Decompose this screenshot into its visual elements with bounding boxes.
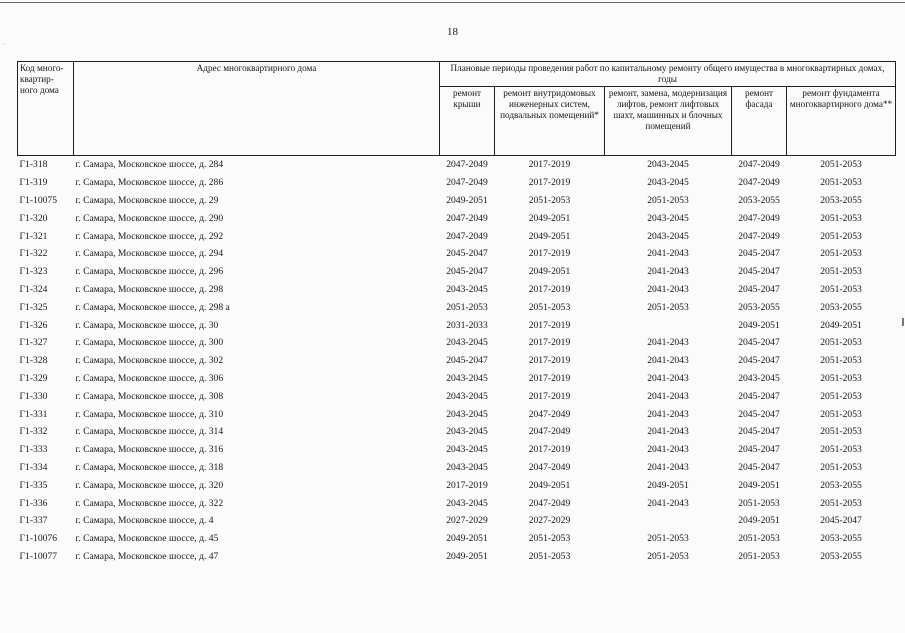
- cell-foundation: 2051-2053: [820, 248, 862, 260]
- cell-roof: 2047-2049: [446, 177, 488, 189]
- cell-facade: 2045-2047: [738, 355, 780, 367]
- cell-code: Г1-326: [19, 319, 48, 331]
- cell-foundation: 2049-2051: [820, 319, 862, 331]
- cell-lifts: [605, 316, 732, 334]
- cell-code: Г1-331: [19, 408, 48, 420]
- cell-address: г. Самара, Московское шоссе, д. 308: [75, 390, 224, 402]
- cell-facade: 2049-2051: [738, 319, 780, 331]
- table-row: [18, 370, 896, 388]
- cell-code: Г1-332: [19, 426, 48, 438]
- cell-lifts: 2043-2045: [647, 177, 689, 189]
- cell-foundation: 2051-2053: [820, 372, 862, 384]
- capital-repair-table: [17, 61, 896, 565]
- cell-roof: 2047-2049: [440, 156, 495, 174]
- cell-roof: 2043-2045: [446, 408, 488, 420]
- cell-foundation: 2045-2047: [820, 515, 862, 527]
- cell-lifts: 2043-2045: [605, 156, 732, 174]
- cell-roof: 2043-2045: [446, 283, 488, 295]
- table-body: [18, 156, 896, 566]
- table-row: [18, 441, 896, 459]
- cell-code: Г1-328: [19, 355, 48, 367]
- cell-facade: 2045-2047: [738, 461, 780, 473]
- cell-foundation: 2051-2053: [820, 212, 862, 224]
- cell-foundation: 2051-2053: [820, 390, 862, 402]
- cell-internal-systems: 2017-2019: [528, 355, 571, 367]
- cell-facade: 2047-2049: [738, 212, 780, 224]
- cell-lifts: 2041-2043: [647, 248, 689, 260]
- cell-internal-systems: 2017-2019: [495, 156, 605, 174]
- table-row: [18, 227, 896, 245]
- table-row: [18, 281, 896, 299]
- table-row: [18, 263, 896, 281]
- cell-address: г. Самара, Московское шоссе, д. 47: [75, 550, 219, 562]
- cell-code: Г1-320: [19, 212, 48, 224]
- cell-facade: 2053-2055: [738, 301, 780, 313]
- cell-foundation: 2051-2053: [820, 177, 862, 189]
- cell-lifts: 2041-2043: [647, 266, 689, 278]
- header-address: Адрес многоквартирного дома: [74, 62, 440, 156]
- cell-internal-systems: 2047-2049: [528, 408, 571, 420]
- cell-lifts: 2041-2043: [647, 283, 689, 295]
- cell-internal-systems: 2051-2053: [528, 550, 571, 562]
- cell-address: г. Самара, Московское шоссе, д. 45: [75, 533, 219, 545]
- cell-code: Г1-10077: [19, 550, 58, 562]
- cell-internal-systems: 2017-2019: [528, 319, 571, 331]
- cell-internal-systems: 2017-2019: [528, 337, 571, 349]
- cell-facade: 2047-2049: [732, 156, 787, 174]
- cell-roof: 2043-2045: [446, 390, 488, 402]
- table-row: [18, 530, 896, 548]
- cell-address: г. Самара, Московское шоссе, д. 284: [74, 156, 440, 174]
- cell-code: Г1-336: [19, 497, 48, 509]
- cell-code: Г1-325: [19, 301, 48, 313]
- cell-code: Г1-10075: [19, 194, 58, 206]
- cell-lifts: 2041-2043: [647, 444, 689, 456]
- cell-foundation: 2051-2053: [820, 337, 862, 349]
- cell-code: Г1-329: [19, 372, 48, 384]
- cell-code: Г1-333: [19, 444, 48, 456]
- cell-address: г. Самара, Московское шоссе, д. 4: [75, 515, 214, 527]
- cell-foundation: 2051-2053: [820, 355, 862, 367]
- cell-code: Г1-323: [19, 266, 48, 278]
- cell-foundation: 2051-2053: [820, 461, 862, 473]
- cell-internal-systems: 2047-2049: [528, 426, 571, 438]
- cell-address: г. Самара, Московское шоссе, д. 298: [75, 283, 224, 295]
- table-row: [18, 245, 896, 263]
- cell-foundation: 2053-2055: [820, 194, 862, 206]
- scan-artifact: ·: [3, 40, 6, 49]
- cell-lifts: 2051-2053: [647, 301, 689, 313]
- cell-internal-systems: 2049-2051: [528, 266, 571, 278]
- cell-roof: 2045-2047: [446, 355, 488, 367]
- header-code: Код много-квартир-ного дома: [18, 62, 74, 156]
- cell-facade: 2053-2055: [738, 194, 780, 206]
- cell-address: г. Самара, Московское шоссе, д. 300: [75, 337, 224, 349]
- cell-foundation: 2051-2053: [820, 426, 862, 438]
- cell-address: г. Самара, Московское шоссе, д. 286: [75, 177, 224, 189]
- cell-roof: 2043-2045: [446, 426, 488, 438]
- cell-roof: 2051-2053: [446, 301, 488, 313]
- cell-lifts: 2043-2045: [647, 230, 689, 242]
- cell-roof: 2049-2051: [446, 550, 488, 562]
- cell-lifts: 2049-2051: [647, 479, 689, 491]
- top-rule: [0, 2, 905, 3]
- cell-facade: 2047-2049: [738, 177, 780, 189]
- cell-facade: 2043-2045: [738, 372, 780, 384]
- cell-foundation: 2053-2055: [820, 301, 862, 313]
- header-lifts: ремонт, замена, модернизация лифтов, ремонт лифтовых шахт, машинных и блочных помещений: [605, 87, 732, 156]
- cell-roof: 2047-2049: [446, 212, 488, 224]
- table-row: [18, 476, 896, 494]
- cell-internal-systems: 2051-2053: [528, 194, 571, 206]
- cell-roof: 2031-2033: [446, 319, 488, 331]
- cell-address: г. Самара, Московское шоссе, д. 306: [75, 372, 224, 384]
- cell-internal-systems: 2017-2019: [528, 372, 571, 384]
- cell-internal-systems: 2017-2019: [528, 390, 571, 402]
- cell-lifts: 2041-2043: [647, 390, 689, 402]
- cell-roof: 2049-2051: [446, 194, 488, 206]
- cell-lifts: 2051-2053: [647, 550, 689, 562]
- cell-foundation: 2053-2055: [820, 533, 862, 545]
- table-row: [18, 352, 896, 370]
- table-row: [18, 174, 896, 192]
- cell-code: Г1-324: [19, 283, 48, 295]
- cell-internal-systems: 2049-2051: [528, 479, 571, 491]
- cell-address: г. Самара, Московское шоссе, д. 290: [75, 212, 224, 224]
- cell-lifts: 2041-2043: [647, 461, 689, 473]
- table-row: [18, 512, 896, 530]
- cell-foundation: 2051-2053: [820, 266, 862, 278]
- cell-address: г. Самара, Московское шоссе, д. 292: [75, 230, 224, 242]
- table-row: [18, 387, 896, 405]
- cell-facade: 2045-2047: [738, 444, 780, 456]
- header-roof: ремонт крыши: [440, 87, 495, 156]
- cell-internal-systems: 2047-2049: [528, 461, 571, 473]
- header-periods: Плановые периоды проведения работ по капитальному ремонту общего имущества в многоквартирных домах, годы: [440, 62, 896, 87]
- cell-facade: 2045-2047: [738, 426, 780, 438]
- cell-address: г. Самара, Московское шоссе, д. 316: [75, 444, 224, 456]
- scan-artifact: [902, 318, 904, 326]
- cell-internal-systems: 2017-2019: [528, 444, 571, 456]
- cell-foundation: 2053-2055: [820, 479, 862, 491]
- cell-address: г. Самара, Московское шоссе, д. 322: [75, 497, 224, 509]
- cell-facade: 2045-2047: [738, 248, 780, 260]
- cell-internal-systems: 2017-2019: [528, 177, 571, 189]
- cell-code: Г1-327: [19, 337, 48, 349]
- cell-facade: 2049-2051: [738, 479, 780, 491]
- cell-facade: 2045-2047: [738, 337, 780, 349]
- table-row: [18, 459, 896, 477]
- cell-facade: 2051-2053: [738, 550, 780, 562]
- cell-code: Г1-337: [19, 515, 48, 527]
- cell-address: г. Самара, Московское шоссе, д. 294: [75, 248, 224, 260]
- cell-facade: 2051-2053: [738, 497, 780, 509]
- cell-address: г. Самара, Московское шоссе, д. 296: [75, 266, 224, 278]
- cell-lifts: 2041-2043: [647, 408, 689, 420]
- header-facade: ремонт фасада: [732, 87, 787, 156]
- cell-lifts: 2041-2043: [647, 355, 689, 367]
- cell-foundation: 2051-2053: [820, 444, 862, 456]
- table-row: [18, 334, 896, 352]
- cell-roof: 2043-2045: [446, 444, 488, 456]
- cell-lifts: 2043-2045: [647, 212, 689, 224]
- cell-facade: 2045-2047: [738, 283, 780, 295]
- cell-roof: 2045-2047: [446, 266, 488, 278]
- cell-roof: 2049-2051: [446, 533, 488, 545]
- cell-facade: 2049-2051: [738, 515, 780, 527]
- cell-internal-systems: 2051-2053: [528, 533, 571, 545]
- cell-roof: 2047-2049: [446, 230, 488, 242]
- cell-roof: 2043-2045: [446, 337, 488, 349]
- cell-roof: 2043-2045: [446, 461, 488, 473]
- cell-facade: 2051-2053: [738, 533, 780, 545]
- header-foundation: ремонт фундамента многоквартирного дома**: [787, 87, 896, 156]
- cell-address: г. Самара, Московское шоссе, д. 318: [75, 461, 224, 473]
- header-internal-systems: ремонт внутридомовых инженерных систем, подвальных помещений*: [495, 87, 605, 156]
- cell-foundation: 2051-2053: [820, 408, 862, 420]
- cell-roof: 2043-2045: [446, 497, 488, 509]
- cell-facade: 2045-2047: [738, 408, 780, 420]
- cell-internal-systems: 2027-2029: [528, 515, 571, 527]
- cell-foundation: 2053-2055: [820, 550, 862, 562]
- cell-code: Г1-335: [19, 479, 48, 491]
- table-row: [18, 298, 896, 316]
- cell-facade: 2045-2047: [738, 390, 780, 402]
- cell-lifts: 2051-2053: [647, 194, 689, 206]
- cell-code: Г1-10076: [19, 533, 58, 545]
- cell-internal-systems: 2049-2051: [528, 212, 571, 224]
- cell-address: г. Самара, Московское шоссе, д. 30: [75, 319, 219, 331]
- cell-internal-systems: 2047-2049: [528, 497, 571, 509]
- cell-code: Г1-330: [19, 390, 48, 402]
- cell-lifts: 2051-2053: [647, 533, 689, 545]
- cell-address: г. Самара, Московское шоссе, д. 29: [75, 194, 219, 206]
- cell-code: Г1-321: [19, 230, 48, 242]
- page-number: 18: [447, 26, 458, 38]
- cell-address: г. Самара, Московское шоссе, д. 314: [75, 426, 224, 438]
- table-row: [18, 423, 896, 441]
- cell-roof: 2043-2045: [446, 372, 488, 384]
- table-row: [18, 209, 896, 227]
- cell-facade: 2045-2047: [738, 266, 780, 278]
- cell-roof: 2017-2019: [446, 479, 488, 491]
- cell-lifts: 2041-2043: [647, 372, 689, 384]
- cell-code: Г1-334: [19, 461, 48, 473]
- cell-address: г. Самара, Московское шоссе, д. 298 а: [75, 301, 230, 313]
- table-row: [18, 316, 896, 334]
- cell-internal-systems: 2017-2019: [528, 248, 571, 260]
- cell-foundation: 2051-2053: [820, 497, 862, 509]
- cell-lifts: 2041-2043: [647, 337, 689, 349]
- cell-lifts: 2041-2043: [647, 497, 689, 509]
- cell-code: Г1-318: [18, 156, 74, 174]
- cell-roof: 2027-2029: [446, 515, 488, 527]
- cell-code: Г1-319: [19, 177, 48, 189]
- cell-facade: 2047-2049: [738, 230, 780, 242]
- table-row: [18, 494, 896, 512]
- cell-address: г. Самара, Московское шоссе, д. 320: [75, 479, 224, 491]
- table-row: [18, 548, 896, 566]
- cell-foundation: 2051-2053: [820, 230, 862, 242]
- cell-lifts: 2041-2043: [647, 426, 689, 438]
- table-header: [18, 62, 896, 156]
- table-row: [18, 156, 896, 174]
- table-row: [18, 405, 896, 423]
- cell-internal-systems: 2049-2051: [528, 230, 571, 242]
- cell-roof: 2045-2047: [446, 248, 488, 260]
- cell-lifts: [605, 512, 732, 530]
- cell-address: г. Самара, Московское шоссе, д. 310: [75, 408, 224, 420]
- cell-internal-systems: 2051-2053: [528, 301, 571, 313]
- cell-foundation: 2051-2053: [820, 283, 862, 295]
- table-row: [18, 192, 896, 210]
- cell-code: Г1-322: [19, 248, 48, 260]
- cell-address: г. Самара, Московское шоссе, д. 302: [75, 355, 224, 367]
- cell-foundation: 2051-2053: [787, 156, 896, 174]
- cell-internal-systems: 2017-2019: [528, 283, 571, 295]
